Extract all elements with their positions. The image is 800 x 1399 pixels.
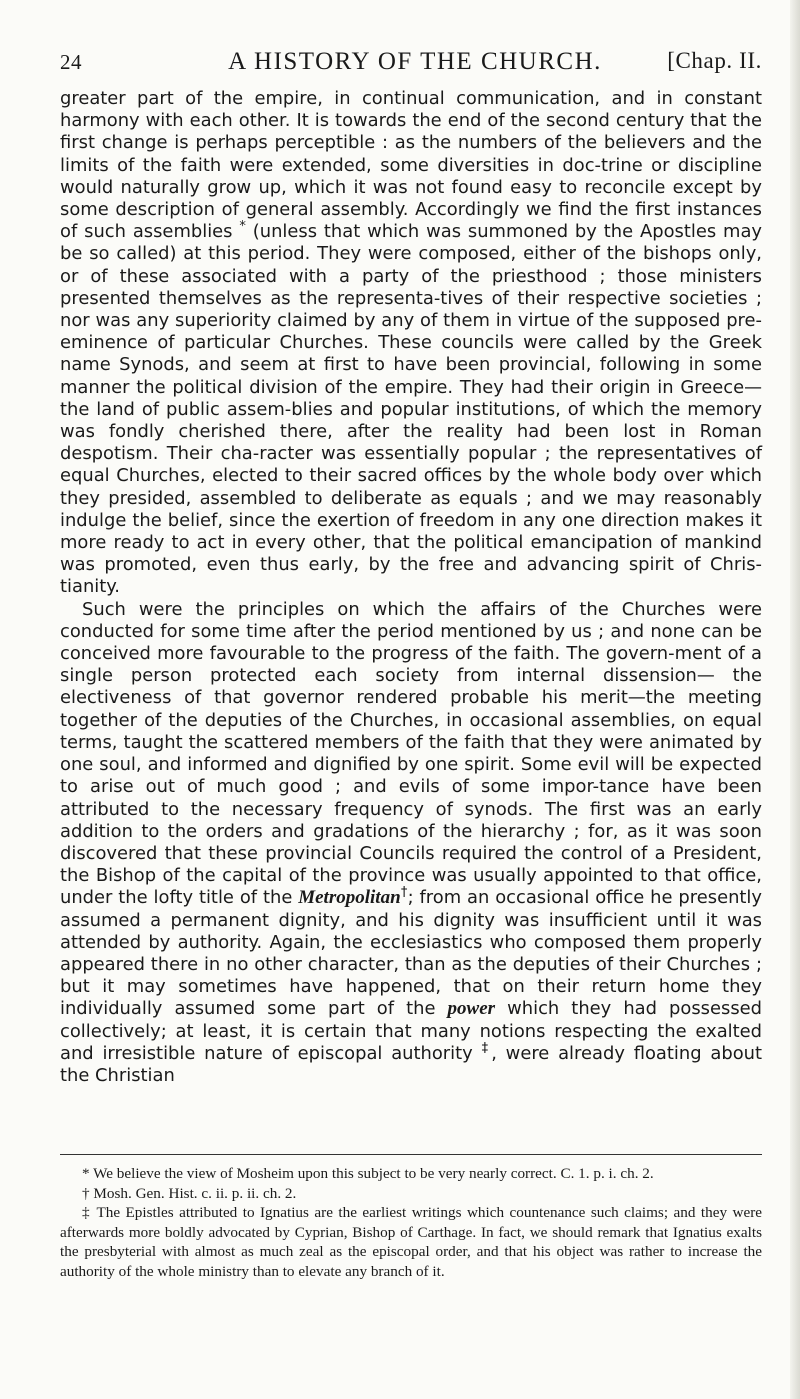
footnote-3-text: The Epistles attributed to Ignatius are the earliest writings which countenance such claims; and they were afterwards more boldly advocated by Cyprian, Bishop of Carthage. In fact, we should remark that Ignatius exalts the presbyterial with almost as much zeal as the episcopal order, and that his object was rather to increase the authority of the whole ministry than to elevate any branch of it. — [60, 1204, 762, 1280]
paragraph-2-text-a: Such were the principles on which the affairs of the Churches were conducted for some time after the period mentioned by us ; and none can be conceived more favourable to the progress of the faith. The govern-ment of a single person protected each society from internal dissension— the electiveness of that governor rendered probable his merit—the meeting together of the deputies of the Churches, in occasional assemblies, on equal terms, taught the scattered members of the faith that they were animated by one soul, and informed and dignified by one spirit. Some evil will be expected to arise out of much good ; and evils of some impor-tance have been attributed to the necessary frequency of synods. The first was an early addition to the orders and gradations of the hierarchy ; for, as it was soon discovered that these provincial Councils required the control of a President, the Bishop of the capital of the province was usually appointed to that office, under the lofty title of the — [60, 598, 762, 909]
footnote-divider — [60, 1154, 762, 1155]
italic-term-power: power — [447, 998, 496, 1020]
running-header — [60, 48, 762, 80]
footnote-3 — [60, 1203, 762, 1281]
footnote-3-mark: ‡ — [82, 1204, 92, 1221]
paragraph-1 — [60, 88, 762, 599]
page-edge — [790, 0, 800, 1399]
body-text — [60, 88, 762, 1087]
paragraph-2-text-c: which they had possessed collectively; at least, it is certain that many notions respecting the exalted and irresistible nature of episcopal authority — [60, 998, 763, 1064]
chapter-reference: [Chap. II. — [667, 48, 762, 73]
footnote-2-text: Mosh. Gen. Hist. c. ii. p. ii. ch. 2. — [93, 1184, 297, 1202]
footnote-ref-asterisk: * — [239, 219, 246, 235]
running-title: A HISTORY OF THE CHURCH. — [228, 48, 602, 75]
footnotes — [60, 1164, 762, 1281]
paragraph-2 — [60, 599, 762, 1087]
footnote-ref-dagger: † — [400, 885, 408, 901]
footnote-1-mark: * — [82, 1165, 90, 1182]
footnote-1 — [60, 1164, 762, 1184]
page-number: 24 — [60, 50, 82, 74]
paragraph-1-text-b: (unless that which was summoned by the Apostles may be so called) at this period. They were composed, either of the bishops only, or of these associated with a party of the priesthood ; those ministers presented themselves as the representa-tives of their respective societies ; nor was any superiority claimed by any of them in virtue of the supposed pre-eminence of particular Churches. These councils were called by the Greek name Synods, and seem at first to have been provincial, following in some manner the political division of the empire. They had their origin in Greece—the land of public assem-blies and popular institutions, of which the memory was fondly cherished there, after the reality had been lost in Roman despotism. Their cha-racter was essentially popular ; the representatives of equal Churches, elected to their sacred offices by the whole body over which they presided, assembled to deliberate as equals ; and we may reasonably indulge the belief, since the exertion of freedom in any one direction makes it more ready to act in every other, that the political emancipation of mankind was promoted, even thus early, by the free and advancing spirit of Chris-tianity. — [60, 221, 762, 598]
italic-term-metropolitan: Metropolitan — [298, 887, 401, 909]
footnote-ref-double-dagger: ‡ — [481, 1040, 492, 1056]
footnote-2 — [60, 1184, 762, 1204]
paragraph-2-text-d: , were already floating about the Christian — [60, 1042, 763, 1086]
paragraph-1-text-a: greater part of the empire, in continual communication, and in constant harmony with each other. It is towards the end of the second century that the first change is perhaps perceptible : as the numbers of the believers and the limits of the faith were extended, some diversities in doc-trine or discipline would naturally grow up, which it was not found easy to reconcile except by some description of general assembly. Accordingly we find the first instances of such assemblies — [60, 88, 762, 243]
paragraph-2-text-b: ; from an occasional office he presently assumed a permanent dignity, and his dignity was insufficient until it was attended by authority. Again, the ecclesiastics who composed them properly appeared there in no other character, than as the deputies of their Churches ; but it may sometimes have happened, that on their return home they individually assumed some part of the — [60, 887, 762, 1020]
footnote-2-mark: † — [82, 1184, 90, 1202]
footnote-1-text: We believe the view of Mosheim upon this subject to be very nearly correct. C. 1. p. i. ch. 2. — [93, 1165, 654, 1182]
